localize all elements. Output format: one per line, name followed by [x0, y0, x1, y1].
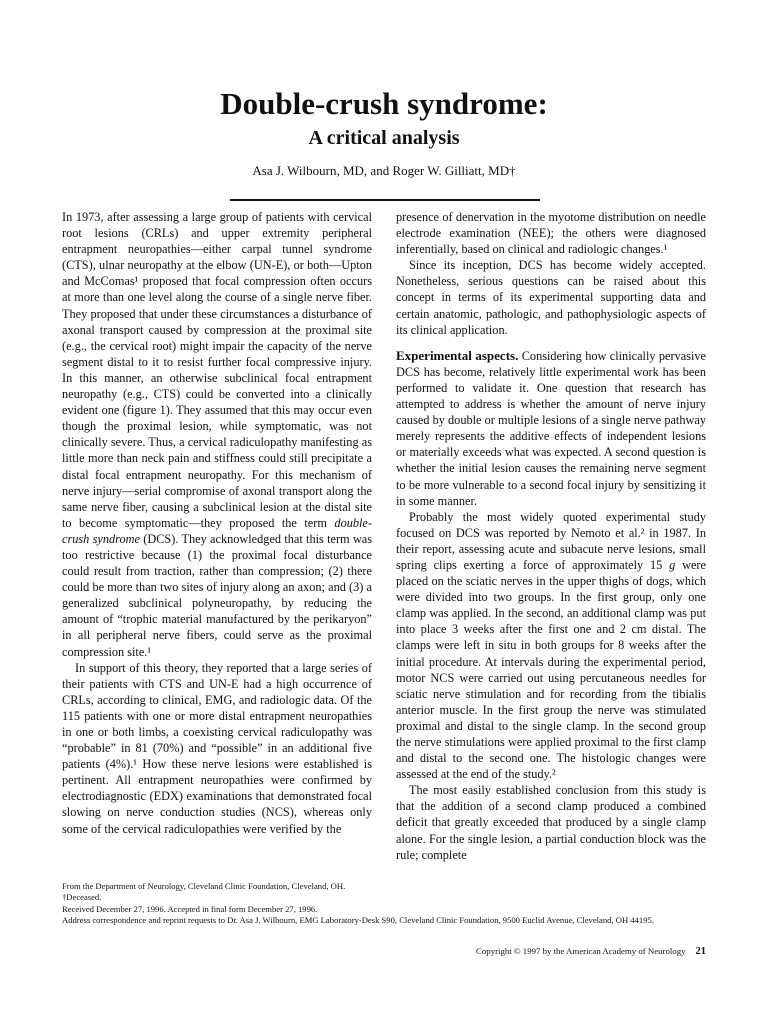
footnote-address: Address correspondence and reprint requests to Dr. Asa J. Wilbourn, EMG Laboratory-Desk S90, Cleveland Clinic Foundation, 9500 Euclid Avenue, Cleveland, OH 44195.	[62, 915, 654, 926]
paragraph-text: were placed on the sciatic nerves in the upper thighs of dogs, which were divided into two groups. In the first group, only one clamp was applied. In the second, an additional clamp was put into place 3 weeks after the first one and 2 cm distal. The clamps were left in situ in both groups for 8 weeks after the initial procedure. At intervals during the experimental period, motor NCS were carried out using percutaneous needles for sciatic nerve stimulation and for recording from the tibialis anterior muscle. In the first group the nerve was stimulated proximal and distal to the single clamp. In the second group the nerve stimulations were applied proximal to the first clamp and distal to the second one. The histologic changes were assessed at the end of the study.²	[396, 557, 706, 782]
article-subtitle: A critical analysis	[308, 127, 460, 149]
left-column	[62, 209, 372, 837]
paragraph-text: In 1973, after assessing a large group of patients with cervical root lesions (CRLs) and upper extremity peripheral entrapment neuropathies—either carpal tunnel syndrome (CTS), ulnar neuropathy at the elbow (UN-E), or both—Upton and McComas¹ proposed that focal compression often occurs at more than one level along the course of a single nerve fiber. They proposed that under these circumstances a disturbance of axonal transport caused by compression at the proximal site (e.g., the cervical root) might impair the capacity of the nerve segment distal to it to resist further focal compressive injury. In this manner, an otherwise subclinical focal entrapment neuropathy (e.g., CTS) could be converted into a clinically evident one (figure 1). They assumed that this may occur even though the proximal lesion, while symptomatic, was not clinically severe. Thus, a cervical radiculopathy manifesting as little more than neck pain and stiffness could still precipitate a distal focal entrapment neuropathy. For this mechanism of nerve injury—serial compromise of axonal transport along the same nerve fiber, causing a subclinical lesion at the distal site to become symptomatic—they proposed the term	[62, 210, 372, 530]
section-heading: Experimental aspects.	[396, 347, 519, 363]
footnotes	[62, 881, 712, 927]
footnote-received: Received December 27, 1996. Accepted in final form December 27, 1996.	[62, 903, 318, 914]
term-italic: double-crush syndrome	[62, 515, 372, 546]
copyright-line	[476, 945, 706, 958]
author-line: Asa J. Wilbourn, MD, and Roger W. Gilliatt, MD†	[252, 163, 516, 178]
paragraph: presence of denervation in the myotome distribution on needle electrode examination (NEE); the others were diagnosed inferentially, based on clinical and radiologic changes.¹	[396, 210, 706, 257]
paragraph-text: Considering how clinically pervasive DCS has become, relatively little experimental work has been performed to validate it. One question that research has attempted to address is whether the amount of nerve injury caused by double or multiple lesions of a single nerve pathway merely represents the additive effects of independent lesions or materially exceeds what was expected. A second question is whether the initial lesion causes the remaining nerve segment to be more vulnerable to a second focal injury by sensitizing it in some manner.	[396, 348, 706, 508]
paragraph-text: (DCS). They acknowledged that this term was too restrictive because (1) the proximal focal disturbance could result from traction, rather than compression; (2) there could be more than two sites of injury along an axon; and (3) a generalized subclinical polyneuropathy, by reducing the amount of “trophic material manufactured by the perikaryon” in all peripheral nerve fibers, could serve as the proximal compression site.¹	[62, 531, 373, 659]
paragraph	[396, 509, 706, 783]
paragraph: In support of this theory, they reported that a large series of their patients with CTS and UN-E had a high occurrence of CRLs, according to clinical, EMG, and radiologic data. Of the 115 patients with one or more distal entrapment neuropathies in one or both limbs, a coexisting cervical radiculopathy was “probable” in 81 (70%) and “possible” in an additional five patients (4%).¹ How these nerve lesions were established is pertinent. All entrapment neuropathies were confirmed by electrodiagnostic (EDX) examinations that demonstrated focal slowing on nerve conduction studies (NCS), whereas only some of the cervical radiculopathies were verified by the	[62, 660, 372, 836]
paragraph: Since its inception, DCS has become widely accepted. Nonetheless, serious questions can be raised about this concept in terms of its experimental supporting data and certain anatomic, pathologic, and pathophysiologic aspects of its clinical application.	[396, 258, 706, 337]
unit-italic: g	[669, 557, 676, 572]
footnote-deceased: †Deceased.	[62, 892, 102, 903]
title-divider	[230, 199, 540, 201]
paragraph-text: Probably the most widely quoted experimental study focused on DCS was reported by Nemoto et al.² in 1987. In their report, assessing acute and subacute nerve lesions, small spring clips exerting a force of approximately 15	[396, 509, 706, 572]
paragraph	[396, 348, 706, 509]
page-number: 21	[695, 946, 706, 957]
footnote-affiliation: From the Department of Neurology, Cleveland Clinic Foundation, Cleveland, OH.	[62, 881, 346, 891]
paragraph	[62, 209, 372, 660]
right-column	[396, 209, 706, 863]
paragraph: The most easily established conclusion from this study is that the addition of a second clamp produced a combined deficit that greatly exceeded that produced by a single clamp alone. For the single lesion, a partial conduction block was the rule; complete	[396, 783, 706, 862]
copyright-text: Copyright © 1997 by the American Academy of Neurology	[476, 946, 686, 956]
article-title: Double-crush syndrome:	[220, 86, 548, 121]
